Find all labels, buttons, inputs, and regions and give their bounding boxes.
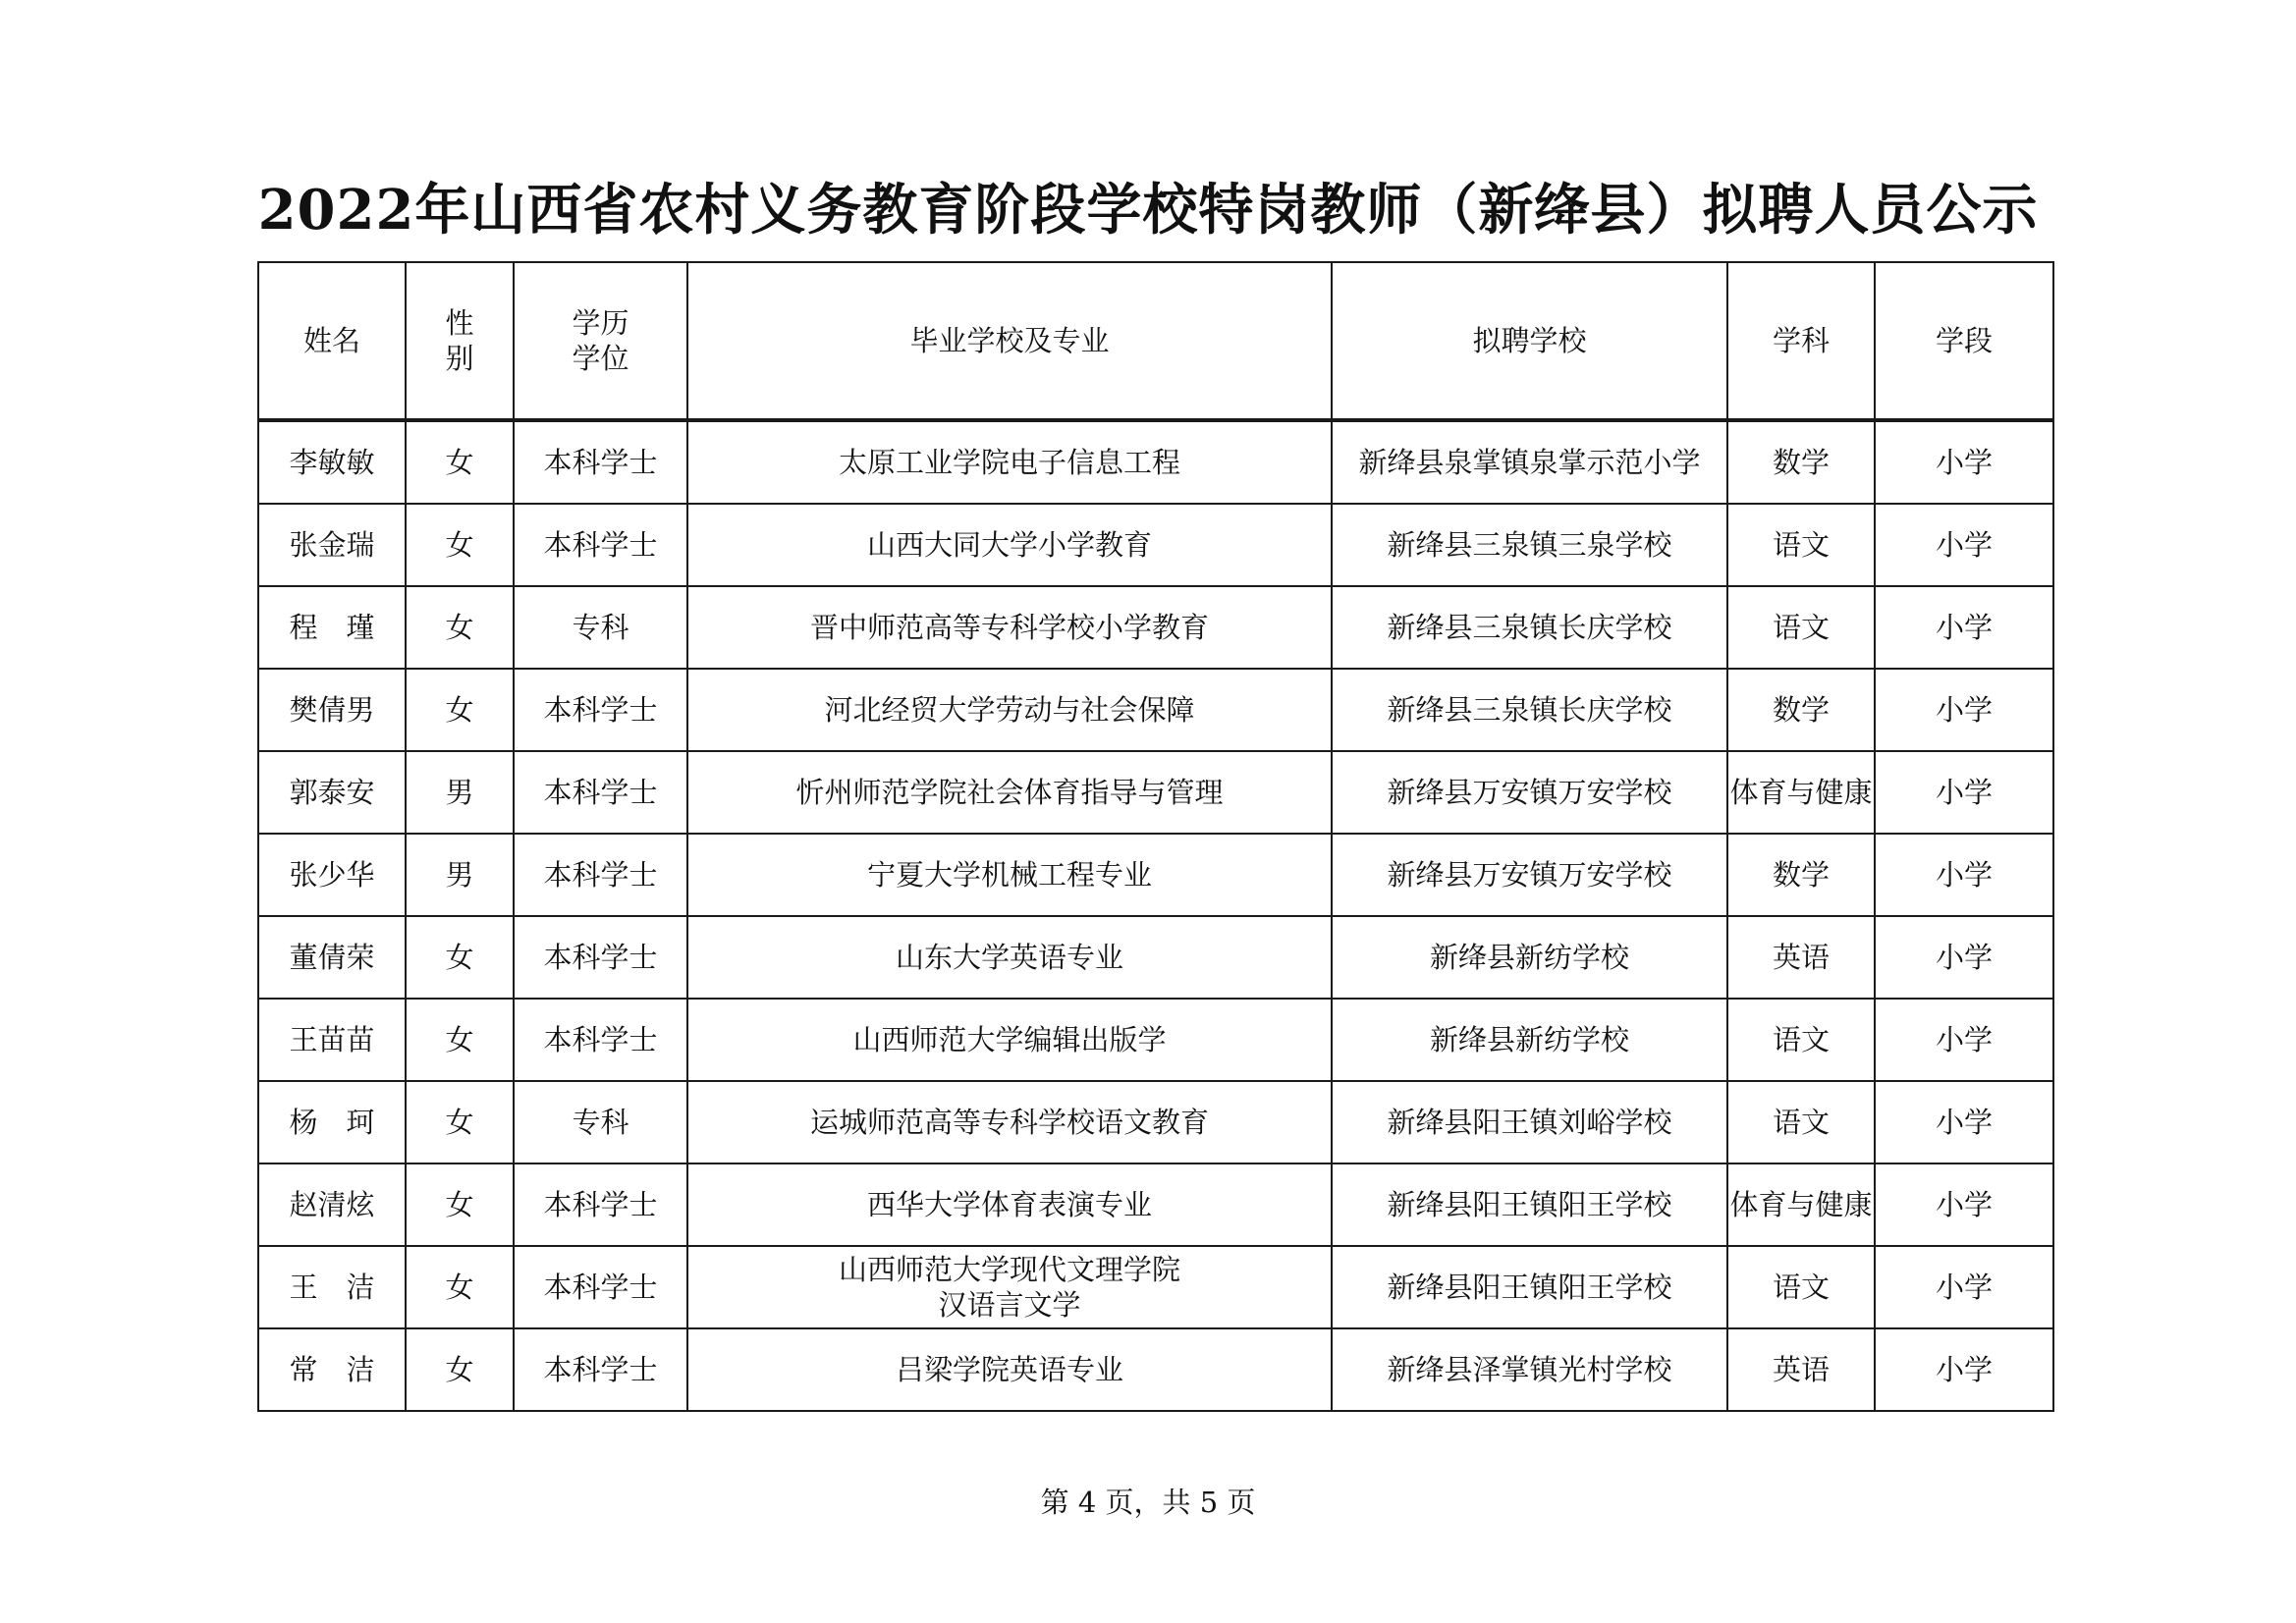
- header-name: 姓名: [258, 262, 406, 420]
- cell-stage: 小学: [1875, 1246, 2053, 1328]
- cell-degree: 本科学士: [514, 916, 687, 999]
- cell-stage: 小学: [1875, 1163, 2053, 1246]
- table-row: [258, 1246, 2053, 1328]
- cell-gender: 男: [406, 751, 514, 834]
- cell-school-major-line: 山西师范大学现代文理学院: [838, 1253, 1180, 1286]
- table-row: [258, 751, 2053, 834]
- header-degree: [514, 262, 687, 420]
- cell-subject: 英语: [1727, 916, 1875, 999]
- cell-subject: 语文: [1727, 586, 1875, 669]
- header-school-major: 毕业学校及专业: [687, 262, 1332, 420]
- cell-degree: 本科学士: [514, 751, 687, 834]
- cell-name: 董倩荣: [258, 916, 406, 999]
- cell-gender: 女: [406, 999, 514, 1081]
- cell-name: 李敏敏: [258, 420, 406, 504]
- cell-subject: 体育与健康: [1727, 1163, 1875, 1246]
- cell-hire-school: 新绛县泉掌镇泉掌示范小学: [1332, 420, 1727, 504]
- header-subject: 学科: [1727, 262, 1875, 420]
- cell-name: 樊倩男: [258, 669, 406, 751]
- cell-hire-school: 新绛县三泉镇长庆学校: [1332, 586, 1727, 669]
- table-body: [258, 420, 2053, 1411]
- header-degree-line: 学历: [572, 306, 629, 340]
- table-row: [258, 834, 2053, 916]
- cell-school-major: [687, 834, 1332, 916]
- table-header-row: [258, 262, 2053, 420]
- cell-school-major: [687, 669, 1332, 751]
- cell-name: 常 洁: [258, 1328, 406, 1411]
- cell-stage: 小学: [1875, 999, 2053, 1081]
- table-row: [258, 1163, 2053, 1246]
- cell-name: 赵清炫: [258, 1163, 406, 1246]
- cell-school-major: [687, 1163, 1332, 1246]
- cell-school-major: [687, 504, 1332, 586]
- cell-gender: 女: [406, 916, 514, 999]
- cell-degree: 本科学士: [514, 834, 687, 916]
- cell-name: 张少华: [258, 834, 406, 916]
- cell-name: 王 洁: [258, 1246, 406, 1328]
- cell-degree: 本科学士: [514, 1163, 687, 1246]
- cell-name: 郭泰安: [258, 751, 406, 834]
- cell-name: 杨 珂: [258, 1081, 406, 1163]
- cell-gender: 女: [406, 1081, 514, 1163]
- cell-school-major: [687, 1246, 1332, 1328]
- cell-stage: 小学: [1875, 420, 2053, 504]
- cell-hire-school: 新绛县万安镇万安学校: [1332, 834, 1727, 916]
- cell-school-major-line: 宁夏大学机械工程专业: [866, 858, 1152, 892]
- cell-subject: 语文: [1727, 504, 1875, 586]
- cell-hire-school: 新绛县万安镇万安学校: [1332, 751, 1727, 834]
- cell-hire-school: 新绛县三泉镇长庆学校: [1332, 669, 1727, 751]
- table-row: [258, 669, 2053, 751]
- header-degree-line: 学位: [572, 342, 629, 375]
- candidate-table: [257, 261, 2054, 1412]
- table-row: [258, 999, 2053, 1081]
- cell-school-major-line: 忻州师范学院社会体育指导与管理: [795, 776, 1224, 809]
- header-hire-school: 拟聘学校: [1332, 262, 1727, 420]
- cell-subject: 语文: [1727, 999, 1875, 1081]
- cell-stage: 小学: [1875, 669, 2053, 751]
- cell-subject: 语文: [1727, 1081, 1875, 1163]
- cell-school-major-line: 山西大同大学小学教育: [866, 528, 1152, 562]
- cell-school-major-line: 山东大学英语专业: [895, 941, 1123, 974]
- cell-degree: 本科学士: [514, 999, 687, 1081]
- cell-stage: 小学: [1875, 1328, 2053, 1411]
- cell-degree: 本科学士: [514, 669, 687, 751]
- cell-subject: 体育与健康: [1727, 751, 1875, 834]
- cell-degree: 本科学士: [514, 1246, 687, 1328]
- header-gender-line: 性: [445, 306, 474, 340]
- cell-degree: 本科学士: [514, 420, 687, 504]
- cell-degree: 专科: [514, 1081, 687, 1163]
- cell-stage: 小学: [1875, 1081, 2053, 1163]
- cell-hire-school: 新绛县新纺学校: [1332, 916, 1727, 999]
- page-footer: 第 4 页，共 5 页: [1040, 1486, 1256, 1519]
- cell-name: 张金瑞: [258, 504, 406, 586]
- cell-gender: 女: [406, 1328, 514, 1411]
- cell-gender: 男: [406, 834, 514, 916]
- cell-school-major: [687, 916, 1332, 999]
- cell-degree: 本科学士: [514, 504, 687, 586]
- header-gender-line: 别: [445, 342, 474, 375]
- cell-school-major: [687, 420, 1332, 504]
- cell-hire-school: 新绛县三泉镇三泉学校: [1332, 504, 1727, 586]
- cell-school-major-line: 河北经贸大学劳动与社会保障: [824, 693, 1195, 727]
- cell-name: 程 瑾: [258, 586, 406, 669]
- table-row: [258, 586, 2053, 669]
- header-stage: 学段: [1875, 262, 2053, 420]
- cell-school-major: [687, 1328, 1332, 1411]
- page-title: 2022年山西省农村义务教育阶段学校特岗教师（新绛县）拟聘人员公示: [257, 178, 2039, 243]
- cell-school-major-line: 太原工业学院电子信息工程: [838, 446, 1180, 479]
- cell-stage: 小学: [1875, 504, 2053, 586]
- cell-hire-school: 新绛县阳王镇刘峪学校: [1332, 1081, 1727, 1163]
- cell-gender: 女: [406, 669, 514, 751]
- cell-school-major: [687, 586, 1332, 669]
- cell-stage: 小学: [1875, 916, 2053, 999]
- cell-gender: 女: [406, 420, 514, 504]
- cell-school-major-line: 晋中师范高等专科学校小学教育: [809, 611, 1209, 644]
- cell-stage: 小学: [1875, 586, 2053, 669]
- table-row: [258, 916, 2053, 999]
- cell-hire-school: 新绛县阳王镇阳王学校: [1332, 1246, 1727, 1328]
- cell-stage: 小学: [1875, 834, 2053, 916]
- cell-hire-school: 新绛县新纺学校: [1332, 999, 1727, 1081]
- cell-subject: 数学: [1727, 834, 1875, 916]
- cell-school-major-line: 山西师范大学编辑出版学: [852, 1023, 1167, 1056]
- table-row: [258, 1081, 2053, 1163]
- cell-school-major-line: 汉语言文学: [938, 1288, 1081, 1322]
- cell-school-major-line: 运城师范高等专科学校语文教育: [809, 1106, 1209, 1139]
- cell-gender: 女: [406, 1246, 514, 1328]
- table-row: [258, 420, 2053, 504]
- cell-degree: 本科学士: [514, 1328, 687, 1411]
- cell-subject: 数学: [1727, 420, 1875, 504]
- cell-hire-school: 新绛县阳王镇阳王学校: [1332, 1163, 1727, 1246]
- cell-gender: 女: [406, 1163, 514, 1246]
- header-gender: [406, 262, 514, 420]
- cell-name: 王苗苗: [258, 999, 406, 1081]
- cell-subject: 数学: [1727, 669, 1875, 751]
- cell-school-major-line: 西华大学体育表演专业: [866, 1188, 1152, 1221]
- table-row: [258, 504, 2053, 586]
- cell-subject: 语文: [1727, 1246, 1875, 1328]
- cell-school-major: [687, 999, 1332, 1081]
- cell-stage: 小学: [1875, 751, 2053, 834]
- cell-school-major-line: 吕梁学院英语专业: [895, 1353, 1123, 1386]
- cell-subject: 英语: [1727, 1328, 1875, 1411]
- cell-hire-school: 新绛县泽掌镇光村学校: [1332, 1328, 1727, 1411]
- table-row: [258, 1328, 2053, 1411]
- cell-degree: 专科: [514, 586, 687, 669]
- cell-gender: 女: [406, 504, 514, 586]
- cell-school-major: [687, 751, 1332, 834]
- cell-school-major: [687, 1081, 1332, 1163]
- cell-gender: 女: [406, 586, 514, 669]
